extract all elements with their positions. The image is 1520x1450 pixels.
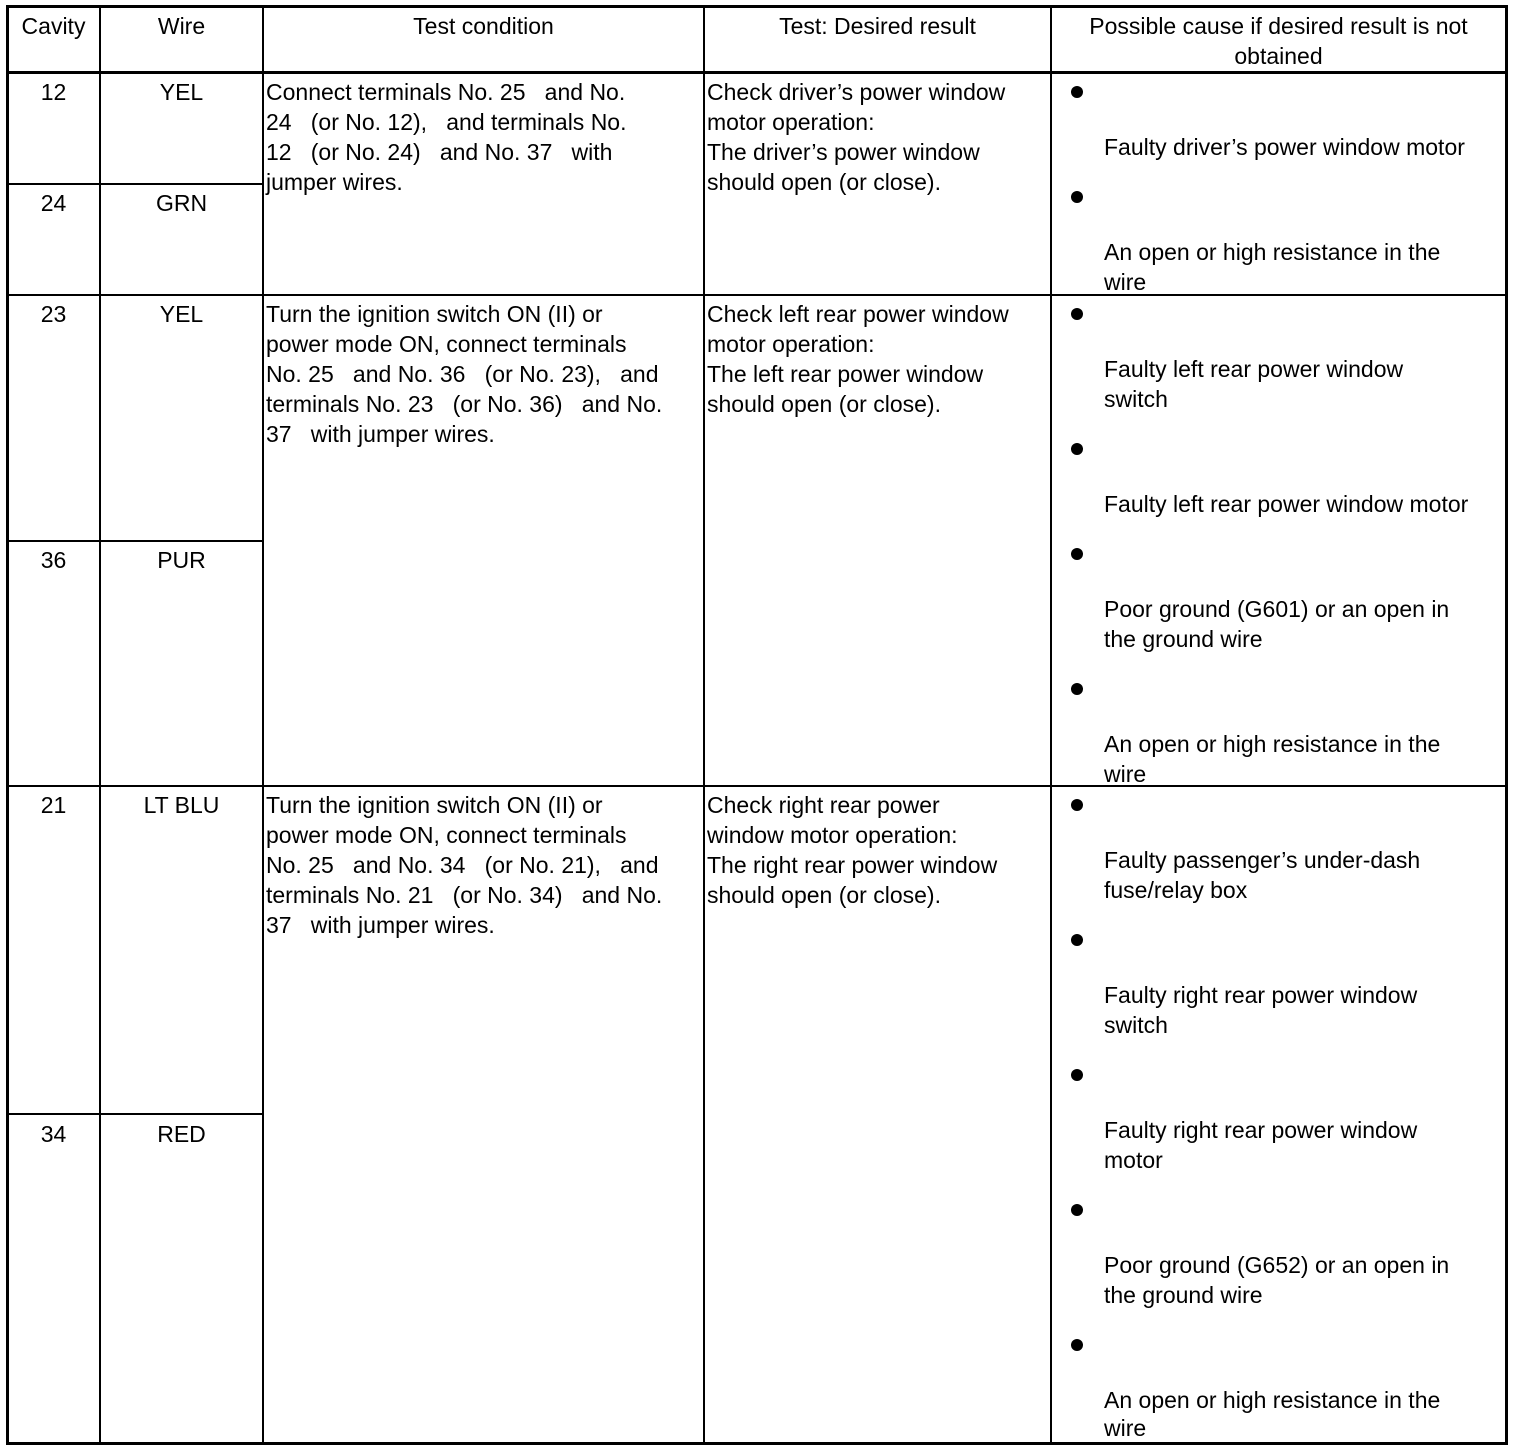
- header-desired-result: Test: Desired result: [779, 13, 976, 39]
- col-divider-condition: [703, 5, 705, 1445]
- bullet-icon: [1071, 934, 1083, 946]
- possible-cause-line: fuse/relay box: [1104, 877, 1248, 903]
- bullet-icon: [1071, 548, 1083, 560]
- cavity-cell: 21: [40, 792, 67, 818]
- desired-result-line: should open (or close).: [707, 391, 941, 417]
- test-condition-line: Connect terminals No. 25 and No.: [266, 79, 626, 105]
- test-condition-line: power mode ON, connect terminals: [266, 331, 627, 357]
- test-condition-line: terminals No. 21 (or No. 34) and No.: [266, 882, 663, 908]
- bullet-icon: [1071, 799, 1083, 811]
- possible-cause-line: the ground wire: [1104, 1282, 1263, 1308]
- possible-cause-line: Poor ground (G601) or an open in: [1104, 596, 1450, 622]
- cavity-cell: 36: [40, 547, 67, 573]
- possible-cause-line: An open or high resistance in the: [1104, 1387, 1441, 1413]
- possible-cause-line: wire: [1104, 269, 1147, 295]
- group-divider-2: [6, 785, 1508, 787]
- table-border-bottom: [6, 1442, 1508, 1445]
- possible-cause-line: Faulty right rear power window: [1104, 1117, 1418, 1143]
- desired-result-line: window motor operation:: [707, 822, 958, 848]
- cavity-cell: 23: [40, 301, 67, 327]
- group3-subrow-divider: [6, 1113, 263, 1115]
- test-condition-line: No. 25 and No. 36 (or No. 23), and: [266, 361, 659, 387]
- group1-subrow-divider: [6, 183, 263, 185]
- possible-cause-line: wire: [1104, 761, 1147, 787]
- possible-cause-line: Faulty right rear power window: [1104, 982, 1418, 1008]
- test-condition-line: Turn the ignition switch ON (II) or: [266, 301, 603, 327]
- header-wire: Wire: [157, 13, 206, 39]
- header-divider: [6, 71, 1508, 74]
- bullet-icon: [1071, 1069, 1083, 1081]
- desired-result-line: The left rear power window: [707, 361, 984, 387]
- wire-cell: RED: [157, 1121, 206, 1147]
- header-possible-cause: Possible cause if desired result is not: [1089, 13, 1468, 39]
- wire-cell: YEL: [159, 79, 204, 105]
- col-divider-cavity: [99, 5, 101, 1445]
- table-border-right: [1505, 5, 1508, 1445]
- desired-result-line: Check right rear power: [707, 792, 940, 818]
- test-condition-line: Turn the ignition switch ON (II) or: [266, 792, 603, 818]
- col-divider-wire: [262, 5, 264, 1445]
- desired-result-line: Check driver’s power window: [707, 79, 1006, 105]
- test-condition-line: terminals No. 23 (or No. 36) and No.: [266, 391, 663, 417]
- header-cavity: Cavity: [21, 13, 86, 39]
- possible-cause-line: Faulty left rear power window motor: [1104, 491, 1469, 517]
- table-border-left: [6, 5, 9, 1445]
- bullet-icon: [1071, 443, 1083, 455]
- cavity-cell: 12: [40, 79, 67, 105]
- wire-cell: LT BLU: [143, 792, 220, 818]
- group2-subrow-divider: [6, 540, 263, 542]
- possible-cause-line: Faulty left rear power window: [1104, 356, 1404, 382]
- possible-cause-line: Faulty driver’s power window motor: [1104, 134, 1465, 160]
- test-condition-line: 12 (or No. 24) and No. 37 with: [266, 139, 613, 165]
- wire-cell: PUR: [157, 547, 206, 573]
- desired-result-line: motor operation:: [707, 109, 875, 135]
- test-condition-line: 37 with jumper wires.: [266, 912, 495, 938]
- possible-cause-line: switch: [1104, 1012, 1168, 1038]
- test-condition-line: No. 25 and No. 34 (or No. 21), and: [266, 852, 659, 878]
- possible-cause-line: Poor ground (G652) or an open in: [1104, 1252, 1450, 1278]
- col-divider-result: [1050, 5, 1052, 1445]
- group-divider-1: [6, 294, 1508, 296]
- bullet-icon: [1071, 683, 1083, 695]
- possible-cause-line: motor: [1104, 1147, 1163, 1173]
- cavity-cell: 34: [40, 1121, 67, 1147]
- test-condition-line: 24 (or No. 12), and terminals No.: [266, 109, 627, 135]
- test-condition-line: power mode ON, connect terminals: [266, 822, 627, 848]
- test-condition-line: jumper wires.: [266, 169, 403, 195]
- possible-cause-line: wire: [1104, 1415, 1147, 1441]
- header-test-condition: Test condition: [413, 13, 554, 39]
- bullet-icon: [1071, 191, 1083, 203]
- bullet-icon: [1071, 308, 1083, 320]
- possible-cause-line: the ground wire: [1104, 626, 1263, 652]
- possible-cause-line: An open or high resistance in the: [1104, 239, 1441, 265]
- table-border-top: [6, 5, 1508, 8]
- cavity-cell: 24: [40, 190, 67, 216]
- wire-cell: YEL: [159, 301, 204, 327]
- header-possible-cause-cont: obtained: [1234, 43, 1323, 69]
- possible-cause-line: Faulty passenger’s under-dash: [1104, 847, 1421, 873]
- bullet-icon: [1071, 86, 1083, 98]
- possible-cause-line: An open or high resistance in the: [1104, 731, 1441, 757]
- desired-result-line: motor operation:: [707, 331, 875, 357]
- bullet-icon: [1071, 1339, 1083, 1351]
- test-condition-line: 37 with jumper wires.: [266, 421, 495, 447]
- bullet-icon: [1071, 1204, 1083, 1216]
- desired-result-line: Check left rear power window: [707, 301, 1009, 327]
- wire-cell: GRN: [155, 190, 208, 216]
- possible-cause-line: switch: [1104, 386, 1168, 412]
- desired-result-line: should open (or close).: [707, 882, 941, 908]
- desired-result-line: The driver’s power window: [707, 139, 980, 165]
- desired-result-line: The right rear power window: [707, 852, 998, 878]
- desired-result-line: should open (or close).: [707, 169, 941, 195]
